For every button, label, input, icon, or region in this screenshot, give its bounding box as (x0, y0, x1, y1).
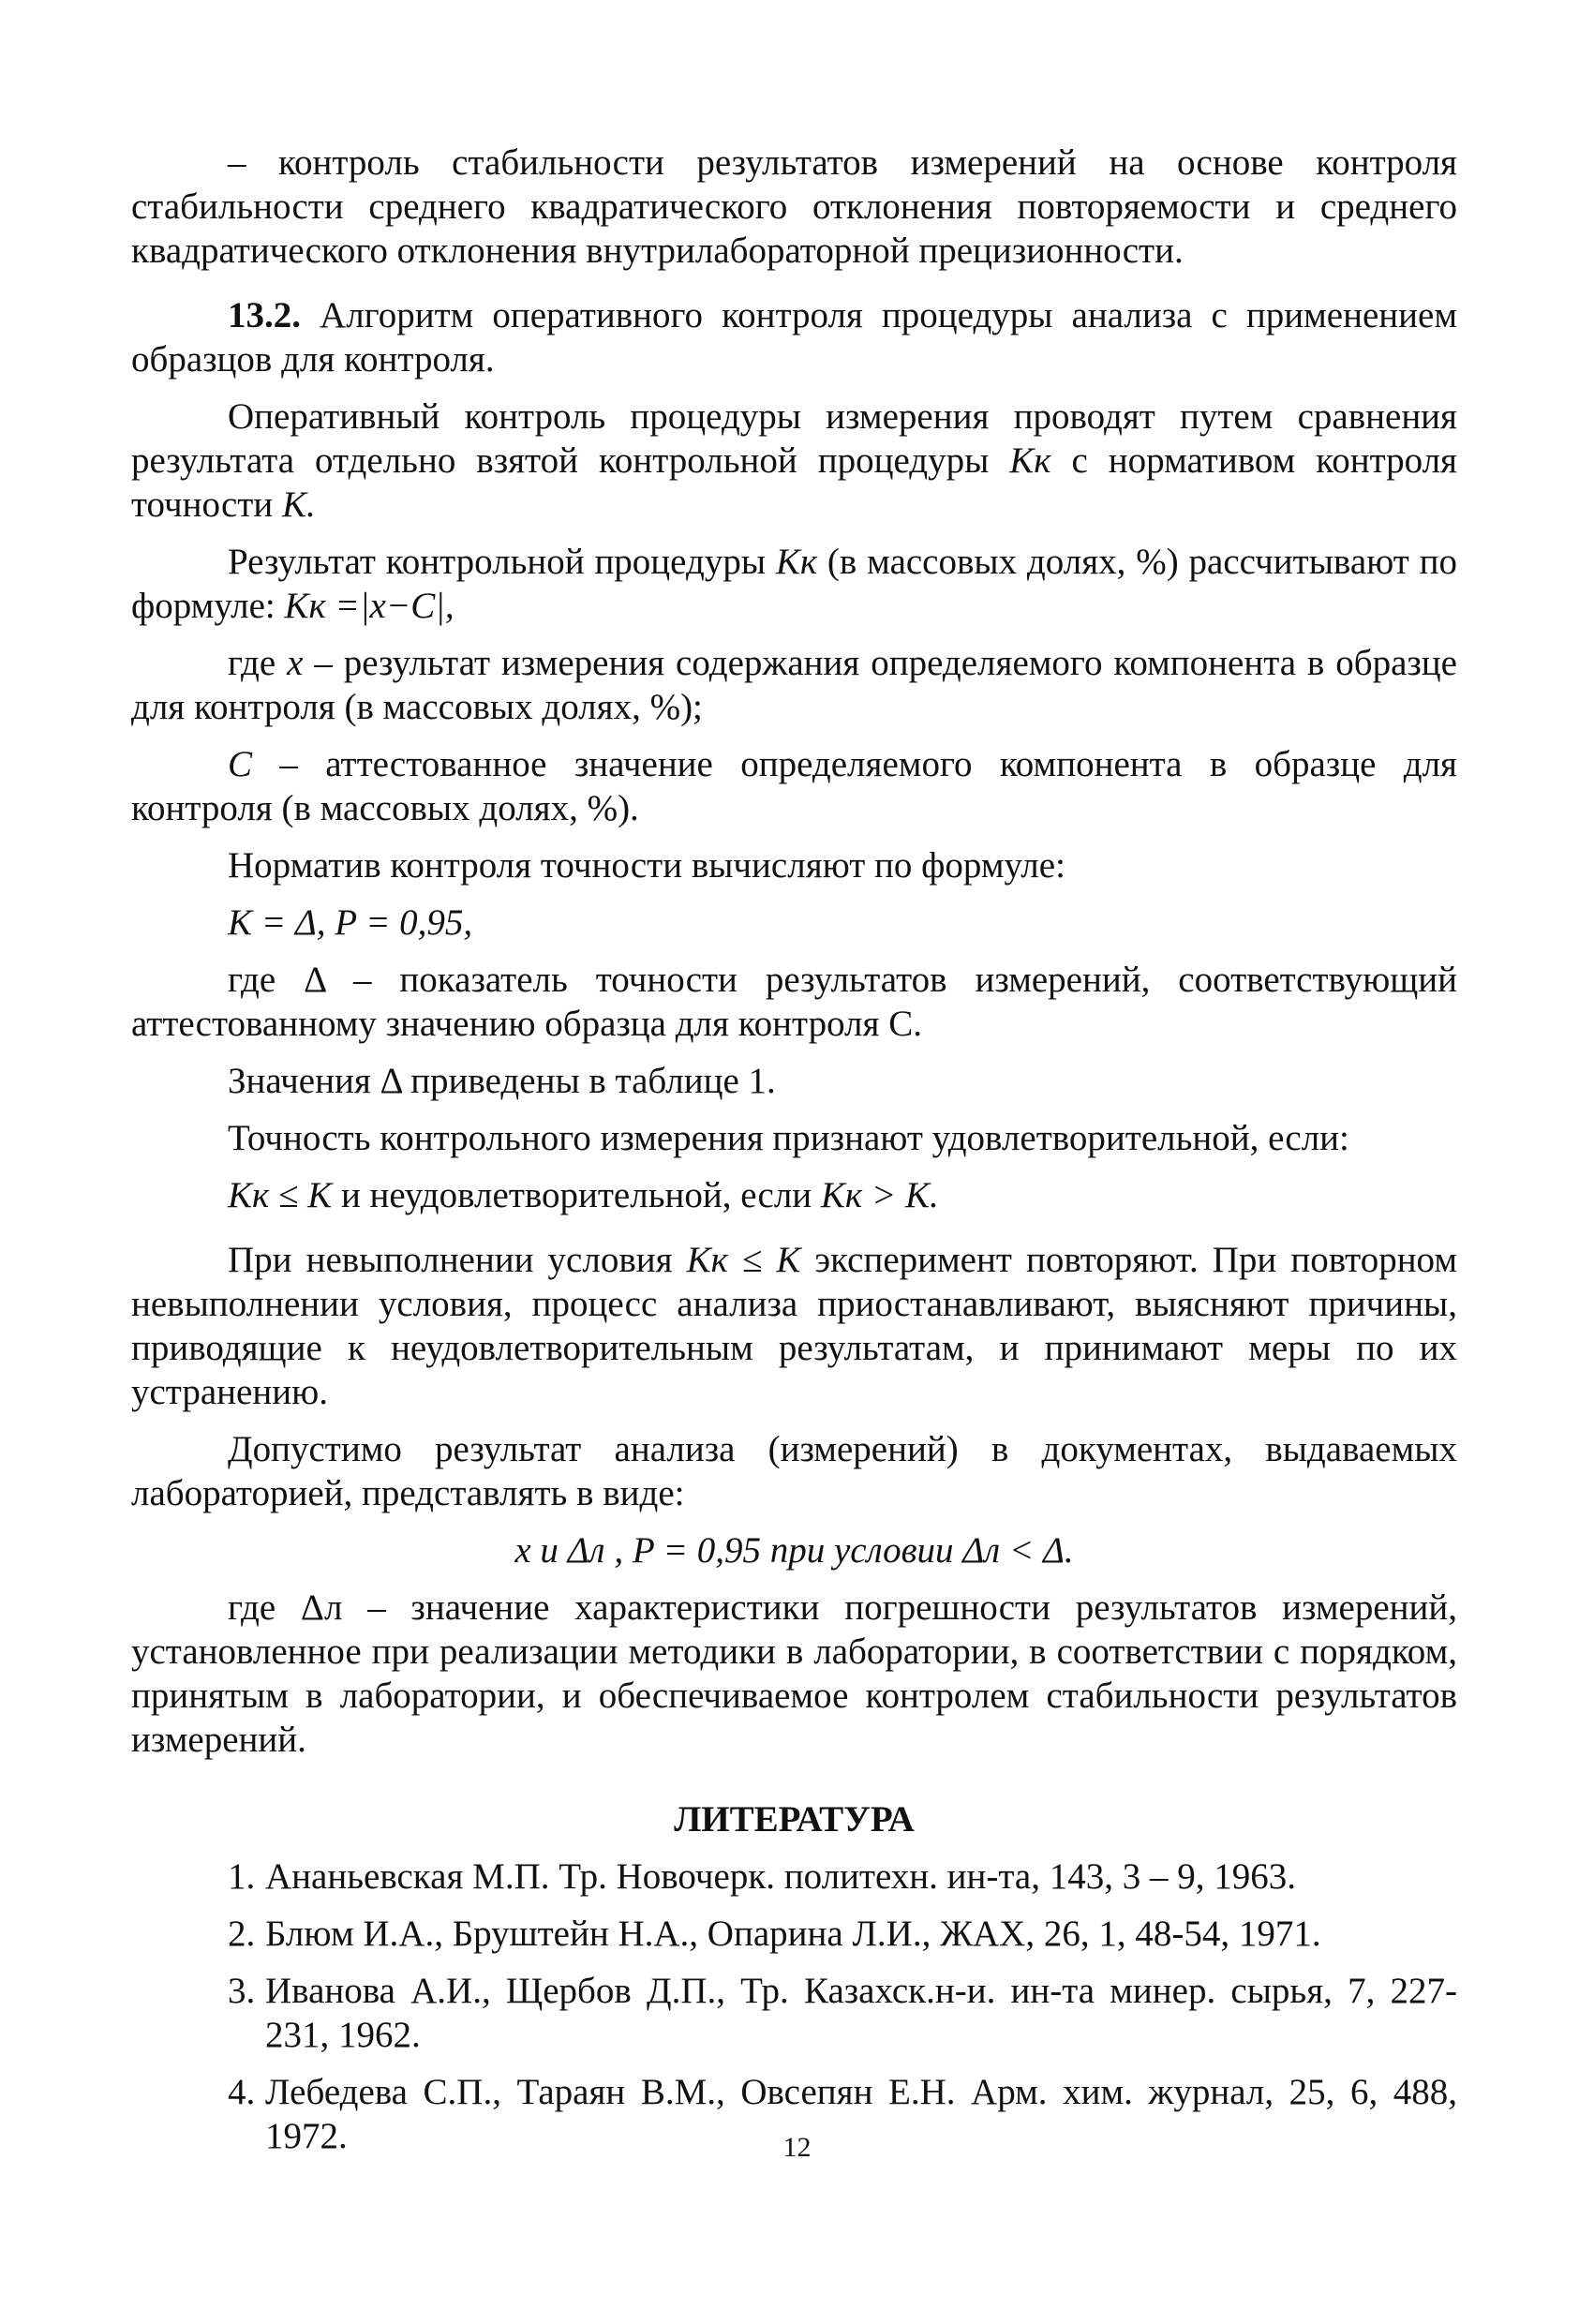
paragraph-x-definition (131, 641, 1457, 729)
literature-heading: ЛИТЕРАТУРА (674, 1799, 915, 1840)
literature-item (228, 1855, 1457, 1899)
text-segment: (в массовых долях, %) рассчитывают по формуле: (131, 542, 1457, 626)
math-kk: Kк (775, 542, 818, 582)
text-segment: – аттестованное значение определяемого компонента в образце для контроля (в массовых долях, %). (131, 744, 1457, 828)
item-number: 3. (228, 1971, 256, 2011)
page-number: 12 (782, 2132, 812, 2163)
item-number: 4. (228, 2072, 256, 2112)
item-number: 2. (228, 1914, 256, 1954)
text-segment: эксперимент повторяют. При повторном невыполнении условия, процесс анализа приостанавливают, выясняют причины, приводящие к неудовлетворительным результатам, и принимают меры по их устранению. (131, 1240, 1457, 1412)
math-kk-le-k: Kк ≤ K (228, 1175, 333, 1215)
item-text: Ананьевская М.П. Тр. Новочерк. политехн. ин-та, 143, 3 – 9, 1963. (265, 1856, 1296, 1897)
paragraph-result-presentation: Допустимо результат анализа (измерений) в документах, выдаваемых лабораторией, представлять в виде: (131, 1429, 1457, 1513)
text-segment: и неудовлетворительной, если (332, 1175, 821, 1215)
literature-item (228, 1912, 1457, 1956)
page-body (131, 141, 1457, 2158)
math-c: C (228, 744, 253, 784)
math-kk-gt-k: Kк > K. (820, 1175, 939, 1215)
math-kk: Kк (1009, 440, 1051, 481)
formula-result: x и Δл , P = 0,95 при условии Δл < Δ. (514, 1530, 1074, 1571)
formula-norm: K = Δ, P = 0,95, (228, 902, 473, 943)
text-segment: где (228, 643, 288, 683)
literature-item (228, 1969, 1457, 2057)
text-segment: с нормативом контроля точности (131, 440, 1457, 525)
paragraph-norm: Норматив контроля точности вычисляют по формуле: (228, 845, 1065, 886)
text-segment: Оперативный контроль процедуры измерения проводят путем сравнения результата отдельно взятой контрольной процедуры (131, 396, 1457, 481)
text-segment: При невыполнении условия (228, 1240, 687, 1280)
formula-kk: Kк =|x−C|, (284, 586, 454, 626)
item-text: Блюм И.А., Бруштейн Н.А., Опарина Л.И., ЖАХ, 26, 1, 48-54, 1971. (265, 1914, 1321, 1954)
item-text: Иванова А.И., Щербов Д.П., Тр. Казахск.н-и. ин-та минер. сырья, 7, 227-231, 1962. (265, 1971, 1457, 2055)
item-number: 1. (228, 1856, 256, 1897)
math-kk-le-k: Kк ≤ K (686, 1240, 801, 1280)
paragraph-delta-table: Значения Δ приведены в таблице 1. (228, 1061, 776, 1101)
paragraph-stability-control: – контроль стабильности результатов измерений на основе контроля стабильности среднего квадратического отклонения повторяемости и среднего квадратического отклонения внутрилабораторной прецизионности. (131, 142, 1457, 271)
paragraph-accuracy: Точность контрольного измерения признают удовлетворительной, если: (228, 1118, 1349, 1158)
paragraph-failure (131, 1238, 1457, 1414)
section-number: 13.2. (228, 295, 301, 335)
paragraph-delta-l: где Δл – значение характеристики погрешности результатов измерений, установленное при реализации методики в лаборатории, в соответствии с порядком, принятым в лаборатории, и обеспечиваемое контролем стабильности результатов измерений. (131, 1587, 1457, 1760)
section-13-2 (131, 293, 1457, 381)
paragraph-operational-control (131, 395, 1457, 527)
text-segment: Результат контрольной процедуры (228, 542, 776, 582)
paragraph-delta-definition: где Δ – показатель точности результатов измерений, соответствующий аттестованному значению образца для контроля С. (131, 960, 1457, 1044)
math-k: K. (281, 484, 316, 525)
paragraph-result-formula (131, 540, 1457, 628)
formula-condition (228, 1173, 1457, 1217)
text-segment: – результат измерения содержания определяемого компонента в образце для контроля (в массовых долях, %); (131, 643, 1457, 727)
math-x: x (287, 643, 304, 683)
item-text: Лебедева С.П., Тараян В.М., Овсепян Е.Н. Арм. хим. журнал, 25, 6, 488, 1972. (265, 2072, 1457, 2156)
paragraph-c-definition (131, 742, 1457, 830)
section-title: Алгоритм оперативного контроля процедуры анализа с применением образцов для контроля. (131, 295, 1457, 380)
